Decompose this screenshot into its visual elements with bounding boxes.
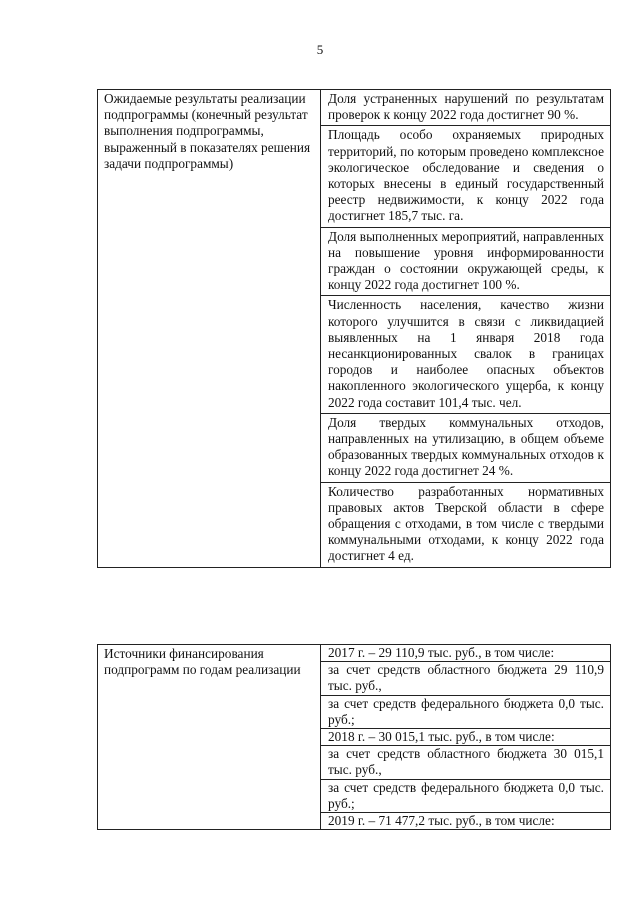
result-item: Доля твердых коммунальных отходов, направленных на утилизацию, в общем объеме образованных твердых коммунальных отходов к концу 2022 года достигнет 24 %. — [321, 413, 610, 482]
funding-line: за счет средств областного бюджета 29 110,9 тыс. руб., — [321, 661, 610, 694]
funding-line: 2018 г. – 30 015,1 тыс. руб., в том числе: — [321, 728, 610, 745]
results-label: Ожидаемые результаты реализации подпрограммы (конечный результат выполнения подпрограммы, выраженный в показателях решения задачи подпрограммы) — [104, 91, 311, 171]
result-item: Количество разработанных нормативных правовых актов Тверской области в сфере обращения с отходами, в том числе с твердыми коммунальными отходами, к концу 2022 года достигнет 4 ед. — [321, 482, 610, 567]
funding-line: 2017 г. – 29 110,9 тыс. руб., в том числе: — [328, 645, 555, 660]
funding-line: 2019 г. – 71 477,2 тыс. руб., в том числе: — [321, 812, 610, 829]
funding-table — [97, 644, 611, 830]
funding-line: за счет средств федерального бюджета 0,0 тыс. руб.; — [321, 779, 610, 812]
page-number: 5 — [316, 42, 324, 57]
results-label-cell — [98, 90, 321, 568]
funding-row — [98, 645, 611, 830]
results-values-cell — [321, 90, 611, 568]
result-item: Доля выполненных мероприятий, направленных на повышение уровня информированности граждан о состоянии окружающей среды, к концу 2022 года достигнет 100 %. — [321, 227, 610, 296]
funding-label: Источники финансирования подпрограмм по годам реализации — [104, 646, 301, 678]
result-item: Площадь особо охраняемых природных территорий, по которым проведено комплексное экологическое обследование и сведения о которых внесены в единый государственный реестр недвижимости, к концу 2022 года достигнет 185,7 тыс. га. — [321, 125, 610, 226]
result-item: Численность населения, качество жизни которого улучшится в связи с ликвидацией выявленных на 1 января 2018 года несанкционированных свалок в границах городов и наиболее опасных объектов накопленного экологического ущерба, к концу 2022 года составит 101,4 тыс. чел. — [321, 295, 610, 412]
result-item: Доля устраненных нарушений по результатам проверок к концу 2022 года достигнет 90 %. — [328, 91, 604, 123]
funding-values-cell — [321, 645, 611, 830]
funding-line: за счет средств федерального бюджета 0,0 тыс. руб.; — [321, 695, 610, 728]
funding-line: за счет средств областного бюджета 30 015,1 тыс. руб., — [321, 745, 610, 778]
funding-label-cell — [98, 645, 321, 830]
results-table — [97, 89, 611, 568]
results-row — [98, 90, 611, 568]
